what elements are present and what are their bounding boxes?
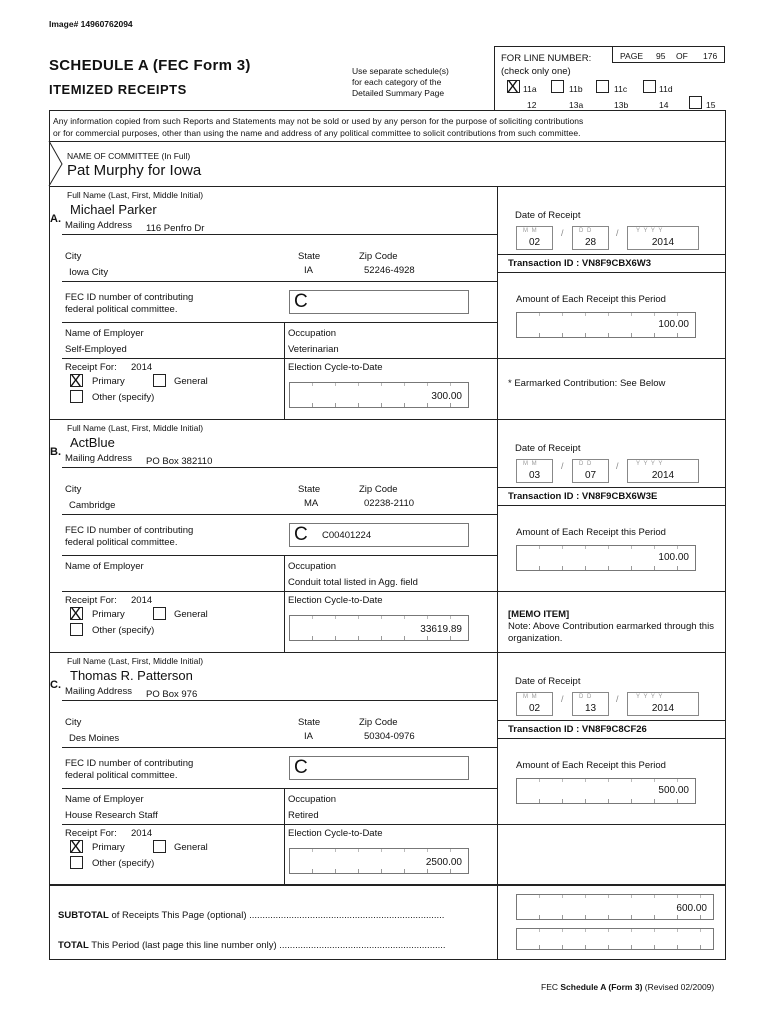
receipt-for-year: 2014 [131,828,153,839]
other-label: Other (specify) [92,858,155,869]
amount-value: 500.00 [658,785,689,796]
cycle-label: Election Cycle-to-Date [288,595,383,606]
amount-field[interactable] [516,778,696,804]
date-year-field[interactable]: Y Y Y Y 2014 [627,459,699,483]
primary-label: Primary [92,609,125,620]
fec-id-label: FEC ID number of contributing federal political committee. [65,525,194,548]
mailing-address-label: Mailing Address [65,220,133,231]
line-11b-checkbox[interactable] [551,80,564,93]
cycle-to-date-value: 33619.89 [420,624,462,635]
zip-value: 50304-0976 [364,731,415,742]
subtotal-amount-field[interactable] [516,894,714,920]
state-label: State [298,484,321,495]
date-year: 2014 [651,237,675,248]
date-day-field[interactable]: D D 28 [572,226,609,250]
zip-label: Zip Code [359,484,398,495]
date-month-field[interactable]: M M 02 [516,692,553,716]
primary-label: Primary [92,842,125,853]
transaction-id: Transaction ID : VN8F9CBX6W3E [508,491,658,502]
date-of-receipt-label: Date of Receipt [515,210,581,221]
page-total: 176 [703,51,718,61]
cycle-to-date-value: 300.00 [431,391,462,402]
entry-letter: B. [50,446,61,458]
date-day: 13 [584,703,597,714]
city-label: City [65,251,82,262]
date-year-field[interactable]: Y Y Y Y 2014 [627,692,699,716]
fec-id-field[interactable] [289,523,469,547]
employer-label: Name of Employer [65,794,144,805]
primary-label: Primary [92,376,125,387]
mailing-address-label: Mailing Address [65,453,133,464]
transaction-id: Transaction ID : VN8F9CBX6W3 [508,258,652,269]
general-checkbox[interactable] [153,374,166,387]
zip-value: 52246-4928 [364,265,415,276]
fec-id-label: FEC ID number of contributing federal political committee. [65,758,194,781]
general-checkbox[interactable] [153,840,166,853]
zip-value: 02238-2110 [364,498,415,509]
city-value: Des Moines [69,733,120,744]
date-year: 2014 [651,470,675,481]
total-label: TOTAL This Period (last page this line number only) ............................................................... [58,940,446,951]
general-label: General [174,842,208,853]
employer-value: House Research Staff [65,810,158,821]
state-label: State [298,251,321,262]
general-label: General [174,376,208,387]
instructions: Use separate schedule(s) for each category of the Detailed Summary Page [352,66,449,98]
committee-bracket-icon [48,141,64,187]
date-month: 02 [528,703,541,714]
line-11d-checkbox[interactable] [643,80,656,93]
schedule-title: SCHEDULE A (FEC Form 3) [49,57,251,74]
cycle-label: Election Cycle-to-Date [288,828,383,839]
entry-note: * Earmarked Contribution: See Below [508,378,666,389]
check-only-one: (check only one) [501,66,571,77]
receipt-for-label: Receipt For: [65,595,117,606]
cycle-to-date-field[interactable] [289,615,469,641]
cycle-to-date-field[interactable] [289,848,469,874]
amount-field[interactable] [516,312,696,338]
x-mark-icon: X [70,371,82,390]
date-year: 2014 [651,703,675,714]
state-value: IA [304,731,313,742]
amount-label: Amount of Each Receipt this Period [516,294,666,305]
receipt-for-year: 2014 [131,595,153,606]
entry-letter: C. [50,679,61,691]
transaction-id: Transaction ID : VN8F9C8CF26 [508,724,647,735]
for-line-number-label: FOR LINE NUMBER: [501,53,592,64]
occupation-label: Occupation [288,561,337,572]
fec-id-field[interactable] [289,290,469,314]
cycle-to-date-field[interactable] [289,382,469,408]
city-value: Cambridge [69,500,116,511]
date-day: 28 [584,237,597,248]
of-label: OF [676,51,688,61]
state-label: State [298,717,321,728]
subtotal-label: SUBTOTAL of Receipts This Page (optional) .......................................................................... [58,910,445,921]
employer-label: Name of Employer [65,328,144,339]
line-11c-checkbox[interactable] [596,80,609,93]
other-label: Other (specify) [92,392,155,403]
occupation-value: Conduit total listed in Agg. field [288,577,418,588]
line-15-checkbox[interactable] [689,96,702,109]
date-year-field[interactable]: Y Y Y Y 2014 [627,226,699,250]
date-day-field[interactable]: D D 13 [572,692,609,716]
fec-id-label: FEC ID number of contributing federal political committee. [65,292,194,315]
x-mark-icon: X [70,837,82,856]
x-mark-icon: X [70,604,82,623]
amount-label: Amount of Each Receipt this Period [516,760,666,771]
cycle-to-date-value: 2500.00 [425,857,462,868]
fec-id-value: C00401224 [322,530,372,541]
date-day: 07 [584,470,597,481]
other-checkbox[interactable] [70,856,83,869]
committee-prefix-c: C [294,291,308,312]
committee-prefix-c: C [294,757,308,778]
entry-note: [MEMO ITEM] Note: Above Contribution earmarked through this organization. [508,609,714,644]
subtotal-amount: 600.00 [676,903,707,914]
itemized-receipts-title: ITEMIZED RECEIPTS [49,82,187,97]
receipt-for-year: 2014 [131,362,153,373]
full-name-label: Full Name (Last, First, Middle Initial) [67,190,204,200]
other-checkbox[interactable] [70,623,83,636]
date-of-receipt-label: Date of Receipt [515,443,581,454]
occupation-label: Occupation [288,328,337,339]
occupation-value: Veterinarian [288,344,339,355]
state-value: MA [304,498,319,509]
city-value: Iowa City [69,267,109,278]
full-name-label: Full Name (Last, First, Middle Initial) [67,656,204,666]
zip-label: Zip Code [359,251,398,262]
date-month: 02 [528,237,541,248]
committee-label: NAME OF COMMITTEE (In Full) [67,151,191,161]
state-value: IA [304,265,313,276]
general-checkbox[interactable] [153,607,166,620]
general-label: General [174,609,208,620]
mailing-address: PO Box 382110 [146,456,213,467]
total-amount-field[interactable] [516,928,714,950]
entry-letter: A. [50,213,61,225]
contributor-name: Thomas R. Patterson [70,668,193,683]
amount-label: Amount of Each Receipt this Period [516,527,666,538]
mailing-address: 116 Penfro Dr [146,223,205,234]
x-mark-icon: X [507,77,519,96]
contributor-name: Michael Parker [70,202,157,217]
employer-label: Name of Employer [65,561,144,572]
notice: Any information copied from such Reports and Statements may not be sold or used by any person for the purpose of soliciting contributions or for commercial purposes, other than using the name and address of any political committee to solicit contributions from such committee. [53,116,584,138]
city-label: City [65,484,82,495]
employer-value: Self-Employed [65,344,127,355]
occupation-value: Retired [288,810,319,821]
committee-name: Pat Murphy for Iowa [67,162,202,179]
amount-value: 100.00 [658,552,689,563]
amount-value: 100.00 [658,319,689,330]
city-label: City [65,717,82,728]
full-name-label: Full Name (Last, First, Middle Initial) [67,423,204,433]
mailing-address: PO Box 976 [146,689,198,700]
image-id: Image# 14960762094 [49,19,133,29]
mailing-address-label: Mailing Address [65,686,133,697]
date-of-receipt-label: Date of Receipt [515,676,581,687]
amount-field[interactable] [516,545,696,571]
fec-id-field[interactable] [289,756,469,780]
committee-prefix-c: C [294,524,308,545]
form-footer: FEC Schedule A (Form 3) (Revised 02/2009) [541,982,715,992]
date-day-field[interactable]: D D 07 [572,459,609,483]
page-number: 95 [656,51,666,61]
occupation-label: Occupation [288,794,337,805]
receipt-for-label: Receipt For: [65,362,117,373]
other-label: Other (specify) [92,625,155,636]
page-label: PAGE [620,51,643,61]
receipt-for-label: Receipt For: [65,828,117,839]
date-month-field[interactable]: M M 03 [516,459,553,483]
other-checkbox[interactable] [70,390,83,403]
zip-label: Zip Code [359,717,398,728]
contributor-name: ActBlue [70,435,115,450]
date-month: 03 [528,470,541,481]
cycle-label: Election Cycle-to-Date [288,362,383,373]
date-month-field[interactable]: M M 02 [516,226,553,250]
